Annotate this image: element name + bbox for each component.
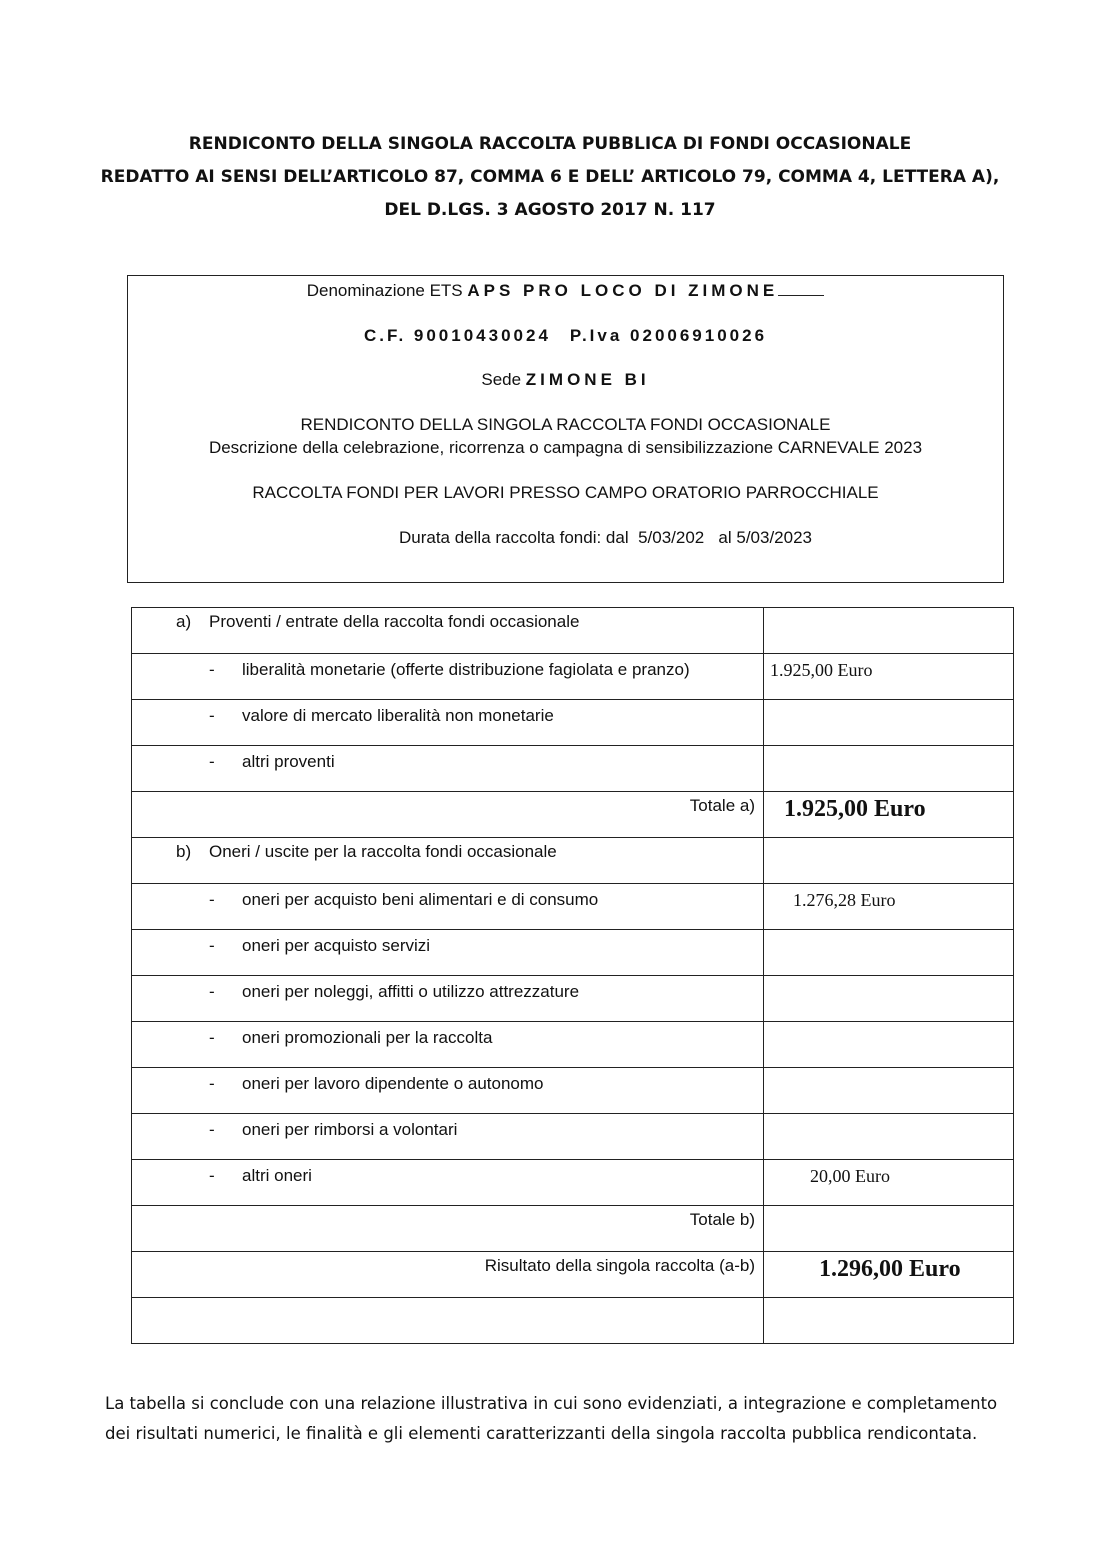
sede-line	[128, 370, 1003, 390]
descrizione-line: Descrizione della celebrazione, ricorrenza o campagna di sensibilizzazione CARNEVALE 2023	[208, 438, 923, 457]
table-row	[132, 746, 1014, 792]
sede-value: ZIMONE BI	[525, 370, 650, 389]
table-row	[132, 976, 1014, 1022]
bullet-dash: -	[209, 936, 215, 955]
table-row	[132, 608, 1014, 654]
table-row	[132, 1160, 1014, 1206]
ets-info-box	[127, 275, 1004, 583]
footer-line-2: dei risultati numerici, le finalità e gli elementi caratterizzanti della singola raccolta pubblica rendicontata.	[105, 1424, 978, 1443]
section-letter: b)	[176, 842, 192, 861]
document-title	[0, 128, 1100, 227]
item-label: liberalità monetarie (offerte distribuzione fagiolata e pranzo)	[242, 660, 690, 679]
risultato-value: 1.296,00 Euro	[819, 1256, 961, 1282]
title-line-1: RENDICONTO DELLA SINGOLA RACCOLTA PUBBLICA DI FONDI OCCASIONALE	[188, 134, 912, 154]
section-letter: a)	[176, 612, 192, 631]
rendiconto-subtitle: RENDICONTO DELLA SINGOLA RACCOLTA FONDI OCCASIONALE	[300, 415, 831, 434]
bullet-dash: -	[209, 1074, 215, 1093]
codice-fiscale: C.F. 90010430024	[363, 326, 551, 345]
footer-note	[105, 1389, 1025, 1449]
title-line-2: REDATTO AI SENSI DELL’ARTICOLO 87, COMMA 6 E DELL’ ARTICOLO 79, COMMA 4, LETTERA A),	[100, 167, 1000, 187]
denominazione-line	[128, 281, 1003, 301]
table-row	[132, 930, 1014, 976]
total-a-label: Totale a)	[689, 796, 755, 815]
item-value: 1.276,28 Euro	[793, 890, 896, 910]
bullet-dash: -	[209, 706, 215, 725]
table-row	[132, 1298, 1014, 1344]
bullet-dash: -	[209, 1120, 215, 1139]
item-label: oneri promozionali per la raccolta	[242, 1028, 493, 1047]
durata-line: Durata della raccolta fondi: dal 5/03/202 al 5/03/2023	[398, 528, 812, 547]
total-a-value: 1.925,00 Euro	[784, 796, 926, 822]
blank-fill-line	[778, 281, 824, 296]
item-label: oneri per acquisto beni alimentari e di consumo	[242, 890, 599, 909]
item-label: oneri per noleggi, affitti o utilizzo attrezzature	[242, 982, 580, 1001]
bullet-dash: -	[209, 660, 215, 679]
table-row	[132, 1114, 1014, 1160]
rendiconto-table	[131, 607, 1014, 1344]
section-label: Proventi / entrate della raccolta fondi occasionale	[209, 612, 580, 631]
table-row	[132, 1252, 1014, 1298]
title-line-3: DEL D.LGS. 3 AGOSTO 2017 N. 117	[384, 200, 716, 220]
table-row	[132, 700, 1014, 746]
table-row	[132, 838, 1014, 884]
bullet-dash: -	[209, 752, 215, 771]
partita-iva: P.Iva 02006910026	[569, 326, 768, 345]
item-label: valore di mercato liberalità non monetarie	[242, 706, 554, 725]
item-label: oneri per rimborsi a volontari	[242, 1120, 458, 1139]
denominazione-label: Denominazione ETS	[306, 281, 463, 300]
item-label: oneri per acquisto servizi	[242, 936, 431, 955]
table-row	[132, 654, 1014, 700]
item-value: 20,00 Euro	[810, 1166, 890, 1186]
section-label: Oneri / uscite per la raccolta fondi occasionale	[209, 842, 557, 861]
bullet-dash: -	[209, 982, 215, 1001]
table-row	[132, 792, 1014, 838]
denominazione-value: APS PRO LOCO DI ZIMONE	[467, 281, 779, 300]
item-label: altri proventi	[242, 752, 335, 771]
risultato-label: Risultato della singola raccolta (a-b)	[484, 1256, 755, 1275]
raccolta-line: RACCOLTA FONDI PER LAVORI PRESSO CAMPO ORATORIO PARROCCHIALE	[252, 483, 879, 502]
fiscal-codes-line	[128, 326, 1003, 346]
table-row	[132, 1206, 1014, 1252]
total-b-label: Totale b)	[689, 1210, 755, 1229]
footer-line-1: La tabella si conclude con una relazione illustrativa in cui sono evidenziati, a integrazione e completamento	[105, 1394, 998, 1413]
item-label: oneri per lavoro dipendente o autonomo	[242, 1074, 544, 1093]
item-value: 1.925,00 Euro	[770, 660, 873, 680]
bullet-dash: -	[209, 890, 215, 909]
table-row	[132, 1068, 1014, 1114]
table-row	[132, 1022, 1014, 1068]
table-row	[132, 884, 1014, 930]
bullet-dash: -	[209, 1166, 215, 1185]
item-label: altri oneri	[242, 1166, 312, 1185]
bullet-dash: -	[209, 1028, 215, 1047]
sede-label: Sede	[481, 370, 522, 389]
